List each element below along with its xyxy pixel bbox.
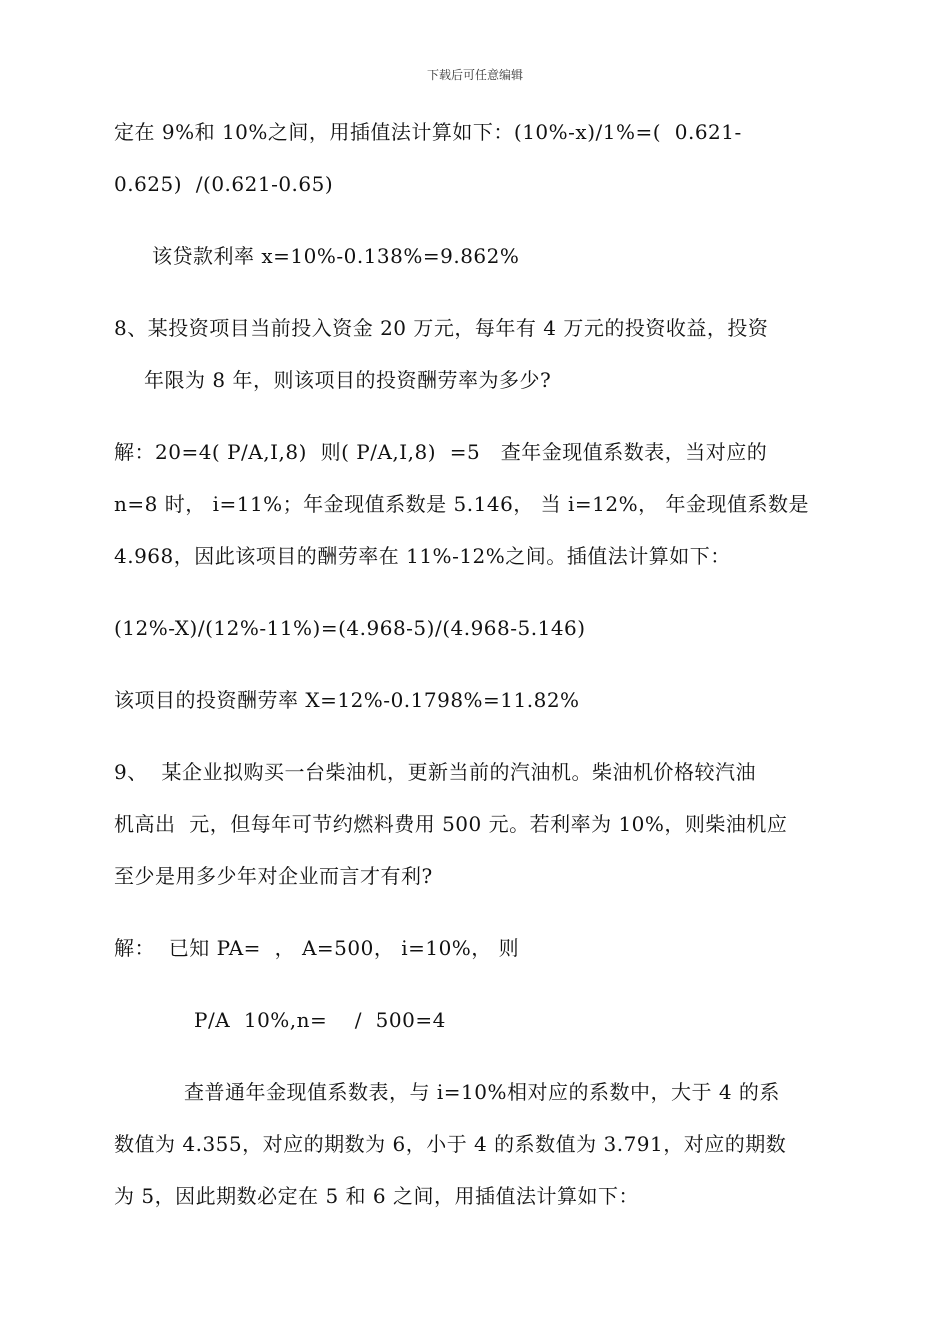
answer-8-line-3: 4.968，因此该项目的酬劳率在 11%-12%之间。插值法计算如下： xyxy=(114,544,731,568)
answer-9-line-5: 为 5，因此期数必定在 5 和 6 之间，用插值法计算如下： xyxy=(114,1184,639,1208)
answer-9-formula: P/A 10%,n= / 500=4 xyxy=(194,1008,446,1032)
question-9-line-3: 至少是用多少年对企业而言才有利? xyxy=(114,864,433,888)
text-line-1: 定在 9%和 10%之间，用插值法计算如下：(10%-x)/1%=( 0.621- xyxy=(114,120,742,144)
question-8-line-1: 8、某投资项目当前投入资金 20 万元，每年有 4 万元的投资收益，投资 xyxy=(114,316,769,340)
answer-8-result: 该项目的投资酬劳率 X=12%-0.1798%=11.82% xyxy=(114,688,580,712)
page-header: 下载后可任意编辑 xyxy=(426,68,523,82)
text-line-3: 该贷款利率 x=10%-0.138%=9.862% xyxy=(152,244,520,268)
answer-8-line-2: n=8 时， i=11%；年金现值系数是 5.146， 当 i=12%， 年金现值系数是 xyxy=(114,492,809,516)
text-line-2: 0.625) /(0.621-0.65) xyxy=(114,172,334,196)
answer-8-formula: (12%-X)/(12%-11%)=(4.968-5)/(4.968-5.146) xyxy=(114,616,586,640)
question-8-line-2: 年限为 8 年，则该项目的投资酬劳率为多少? xyxy=(144,368,552,392)
answer-8-line-1: 解：20=4( P/A,I,8) 则( P/A,I,8) =5 查年金现值系数表，当对应的 xyxy=(114,440,768,464)
answer-9-line-1: 解： 已知 PA= ， A=500， i=10%， 则 xyxy=(114,936,520,960)
question-9-line-1: 9、 某企业拟购买一台柴油机，更新当前的汽油机。柴油机价格较汽油 xyxy=(114,760,756,784)
question-9-line-2: 机高出 元，但每年可节约燃料费用 500 元。若利率为 10%，则柴油机应 xyxy=(114,812,788,836)
answer-9-line-4: 数值为 4.355，对应的期数为 6，小于 4 的系数值为 3.791，对应的期数 xyxy=(114,1132,787,1156)
answer-9-line-3: 查普通年金现值系数表，与 i=10%相对应的系数中，大于 4 的系 xyxy=(184,1080,780,1104)
